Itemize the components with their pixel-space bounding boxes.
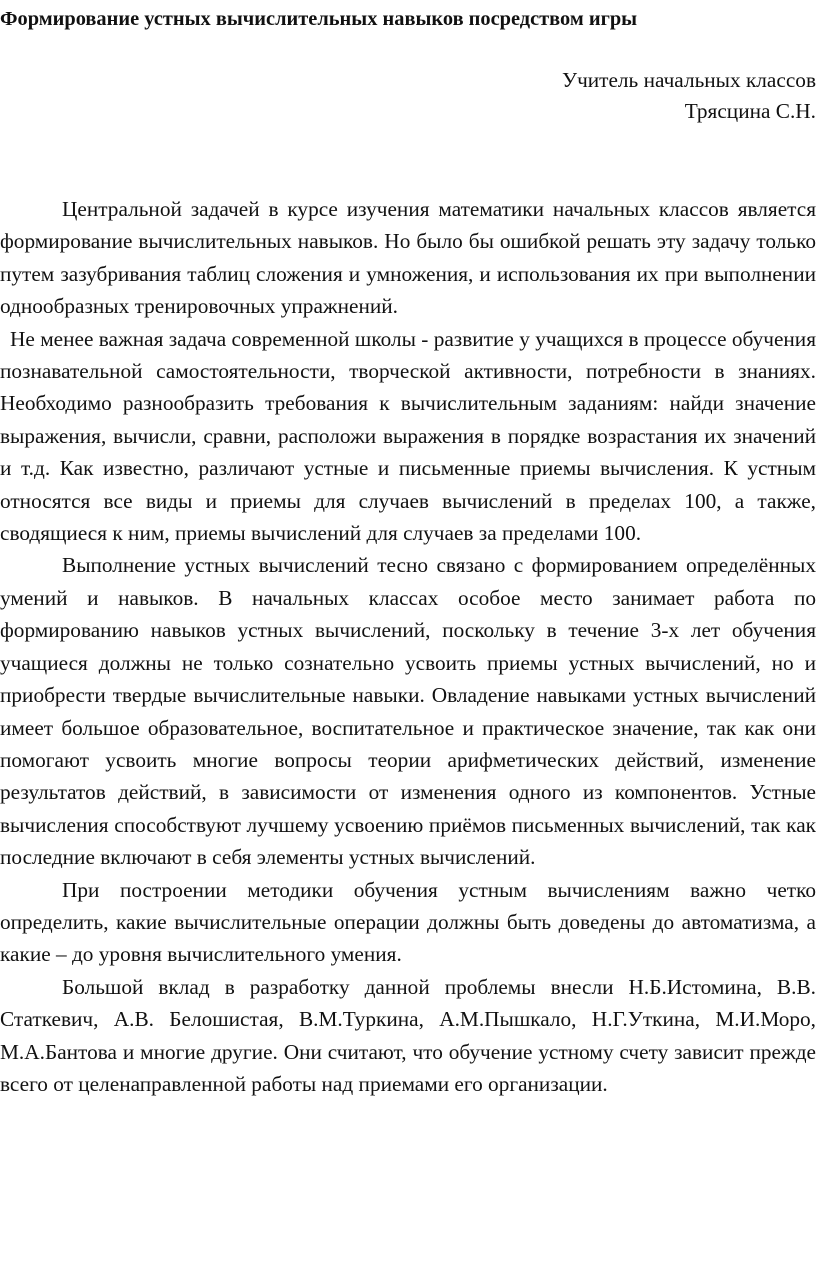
paragraph-1: Центральной задачей в курсе изучения математики начальных классов является формирование вычислительных навыков. Но было бы ошибкой решать эту задачу только путем зазубривания таблиц сложения и умножения, и использования их при выполнении однообразных тренировочных упражнений.	[0, 197, 816, 319]
author-position: Учитель начальных классов	[561, 68, 816, 92]
paragraph-5: Большой вклад в разработку данной проблемы внесли Н.Б.Истомина, В.В. Статкевич, А.В. Белошистая, В.М.Туркина, А.М.Пышкало, Н.Г.Уткина, М.И.Моро, М.А.Бантова и многие другие. Они считают, что обучение устному счету зависит прежде всего от целенаправленной работы над приемами его организации.	[0, 974, 816, 1096]
paragraph-3: Выполнение устных вычислений тесно связано с формированием определённых умений и навыков. В начальных классах особое место занимает работа по формированию навыков устных вычислений, поскольку в течение 3-х лет обучения учащиеся должны не только сознательно усвоить приемы устных вычислений, но и приобрести твердые вычислительные навыки. Овладение навыками устных вычислений имеет большое образовательное, воспитательное и практическое значение, так как они помогают усвоить многие вопросы теории арифметических действий, изменение результатов действий, в зависимости от изменения одного из компонентов. Устные вычисления способствуют лучшему усвоению приёмов письменных вычислений, так как последние включают в себя элементы устных вычислений.	[0, 553, 816, 870]
paragraph-4: При построении методики обучения устным вычислениям важно четко определить, какие вычислительные операции должны быть доведены до автоматизма, а какие – до уровня вычислительного умения.	[0, 877, 816, 967]
author-name: Трясцина С.Н.	[684, 99, 816, 123]
document-title: Формирование устных вычислительных навыков посредством игры	[0, 8, 638, 30]
body-text	[0, 193, 816, 1100]
author-block	[562, 65, 816, 127]
paragraph-2: Не менее важная задача современной школы - развитие у учащихся в процессе обучения познавательной самостоятельности, творческой активности, потребности в знаниях. Необходимо разнообразить требования к вычислительным заданиям: найди значение выражения, вычисли, сравни, расположи выражения в порядке возрастания их значений и т.д. Как известно, различают устные и письменные приемы вычисления. К устным относятся все виды и приемы для случаев вычислений в пределах 100, а также, сводящиеся к ним, приемы вычислений для случаев за пределами 100.	[0, 326, 816, 546]
